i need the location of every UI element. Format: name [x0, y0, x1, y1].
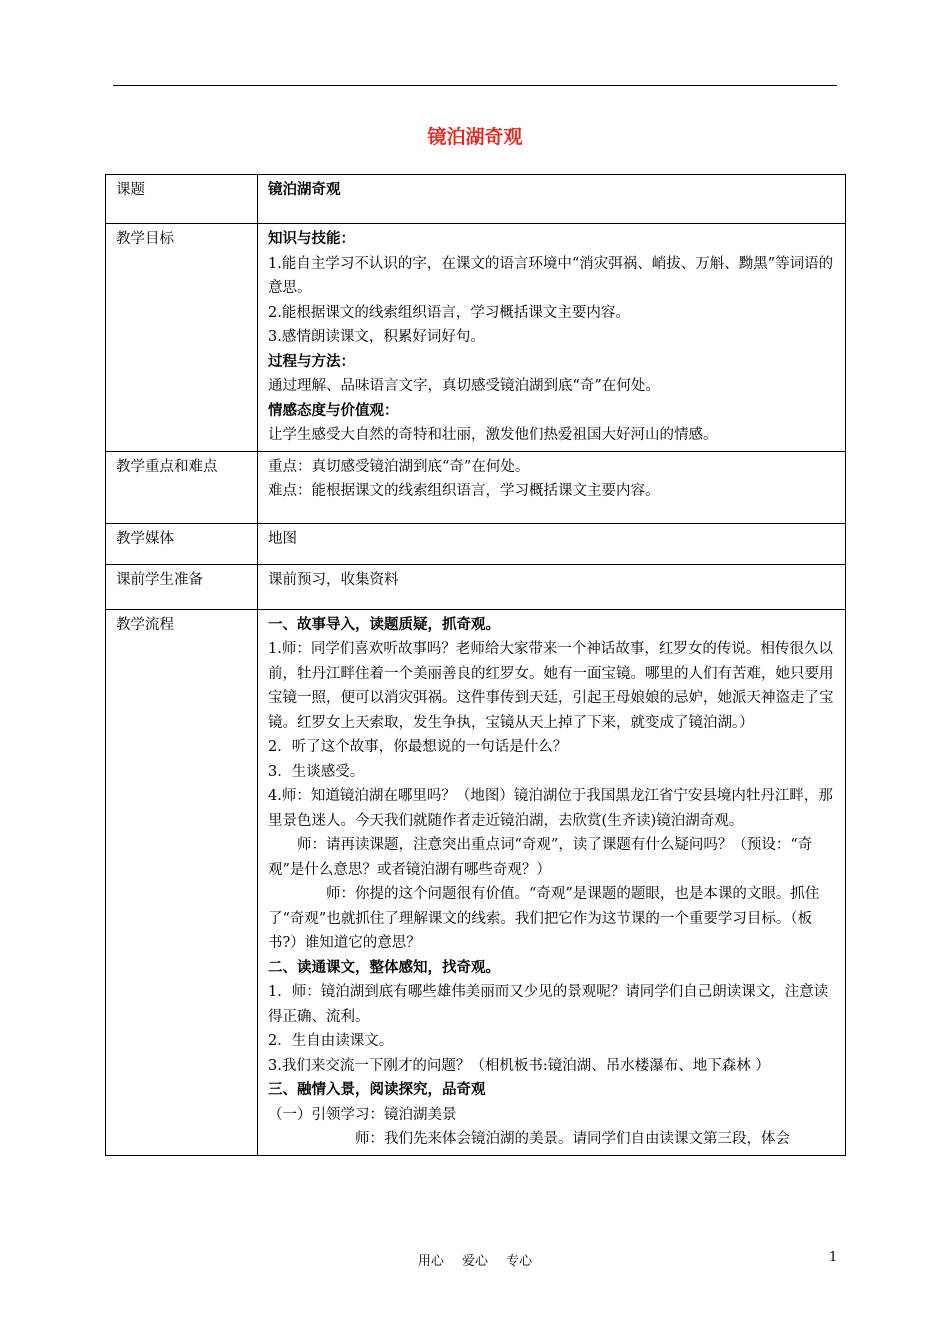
row-value: 地图 — [258, 523, 846, 564]
section-heading: 知识与技能： — [268, 231, 355, 247]
paragraph: 1．师：镜泊湖到底有哪些雄伟美丽而又少见的景观呢？请同学们自己朗读课文，注意读得正确、流利。 — [268, 984, 829, 1025]
paragraph: 重点：真切感受镜泊湖到底“奇”在何处。 — [268, 458, 530, 475]
paragraph: 3.我们来交流一下刚才的问题？（相机板书:镜泊湖、吊水楼瀑布、地下森林 ） — [268, 1057, 770, 1074]
paragraph: 让学生感受大自然的奇特和壮丽，激发他们热爱祖国大好河山的情感。 — [268, 427, 718, 443]
section-heading: 三、融情入景，阅读探究，品奇观 — [268, 1082, 486, 1098]
topic-value: 镜泊湖奇观 — [268, 182, 341, 198]
paragraph: 2.能根据课文的线索组织语言，学习概括课文主要内容。 — [268, 304, 630, 321]
row-label: 课前学生准备 — [106, 564, 258, 609]
paragraph: 师：你提的这个问题很有价值。“奇观”是课题的题眼，也是本课的文眼。抓住了“奇观”也就抓住了理解课文的线索。我们把它作为这节课的一个重要学习目标。（板书?）谁知道它的意思？ — [268, 886, 820, 951]
paragraph: 4.师：知道镜泊湖在哪里吗？（地图）镜泊湖位于我国黑龙江省宁安县境内牡丹江畔，那里景色迷人。今天我们就随作者走近镜泊湖，去欣赏(生齐读)镜泊湖奇观。 — [268, 788, 833, 829]
paragraph: 难点：能根据课文的线索组织语言，学习概括课文主要内容。 — [268, 483, 660, 499]
lesson-plan-table — [105, 174, 846, 1156]
table-row-prep — [106, 564, 846, 609]
page-number: 1 — [829, 1250, 838, 1265]
paragraph: 通过理解、品味语言文字，真切感受镜泊湖到底“奇”在何处。 — [268, 378, 660, 394]
header-rule — [113, 85, 837, 86]
section-heading: 情感态度与价值观： — [268, 402, 399, 419]
paragraph: 2．听了这个故事，你最想说的一句话是什么？ — [268, 739, 568, 755]
page-title: 镜泊湖奇观 — [427, 126, 523, 148]
row-value — [258, 451, 846, 523]
row-label: 教学媒体 — [106, 523, 258, 564]
table-row-media — [106, 523, 846, 564]
paragraph: 3．生谈感受。 — [268, 763, 365, 780]
section-heading: 二、读通课文，整体感知，找奇观。 — [268, 959, 500, 976]
section-heading: 过程与方法： — [268, 353, 355, 370]
paragraph: 2．生自由读课文。 — [268, 1033, 394, 1049]
row-label: 教学目标 — [106, 224, 258, 452]
section-heading: 一、故事导入，读题质疑，抓奇观。 — [268, 616, 500, 633]
paragraph: 师：我们先来体会镜泊湖的美景。请同学们自由读课文第三段，体会 — [355, 1131, 790, 1147]
paragraph: 1.师：同学们喜欢听故事吗？老师给大家带来一个神话故事，红罗女的传说。相传很久以前，牡丹江畔住着一个美丽善良的红罗女。她有一面宝镜。哪里的人们有苦难，她只要用宝镜一照，便可以消灾弭祸。这件事传到天廷，引起王母娘娘的忌妒，她派天神盗走了宝镜。红罗女上天索取，发生争执，宝镜从天上掉了下来，就变成了镜泊湖。） — [268, 641, 834, 731]
paragraph: 3.感情朗读课文，积累好词好句。 — [268, 329, 485, 345]
table-row-process — [106, 609, 846, 1155]
row-value: 课前预习，收集资料 — [258, 564, 846, 609]
paragraph: 师：请再读课题，注意突出重点词“奇观”，读了课题有什么疑问吗？（预设：“奇观”是什么意思？或者镜泊湖有哪些奇观？） — [268, 837, 813, 878]
paragraph: 1.能自主学习不认识的字，在课文的语言环境中“消灾弭祸、峭拔、万斛、黝黑”等词语的意思。 — [268, 255, 834, 296]
row-value — [258, 175, 846, 224]
row-label: 教学流程 — [106, 609, 258, 1155]
row-label: 教学重点和难点 — [106, 451, 258, 523]
table-row-keypoints — [106, 451, 846, 523]
row-value — [258, 609, 846, 1155]
footer-motto: 用心 爱心 专心 — [417, 1254, 533, 1269]
row-label: 课题 — [106, 175, 258, 224]
table-row-topic — [106, 175, 846, 224]
table-row-goals — [106, 224, 846, 452]
row-value — [258, 224, 846, 452]
paragraph: （一）引领学习：镜泊湖美景 — [268, 1106, 457, 1123]
